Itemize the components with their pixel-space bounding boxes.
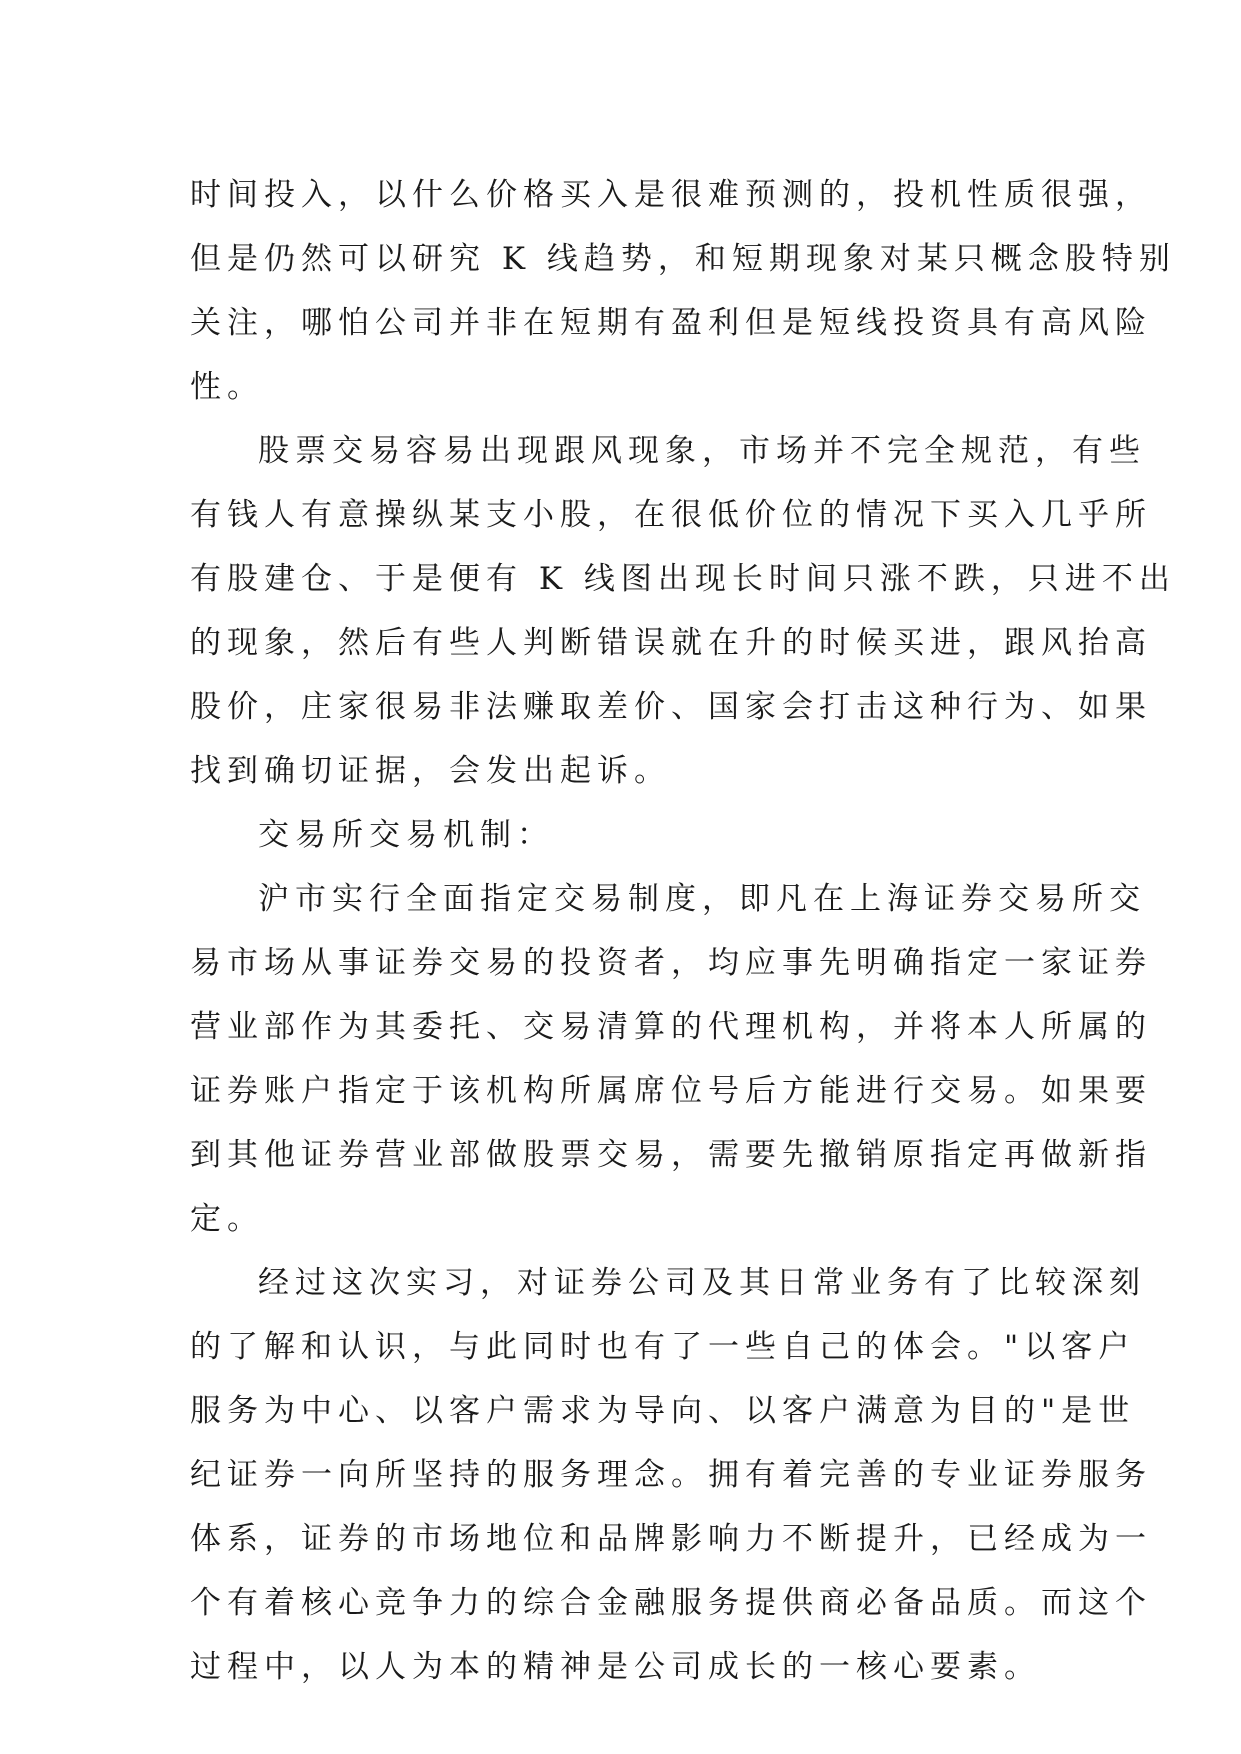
text-line: 有钱人有意操纵某支小股，在很低价位的情况下买入几乎所 bbox=[190, 497, 1152, 533]
text-line: 找到确切证据，会发出起诉。 bbox=[190, 753, 671, 789]
text-line: 股价，庄家很易非法赚取差价、国家会打击这种行为、如果 bbox=[190, 689, 1152, 725]
text-line: 证券账户指定于该机构所属席位号后方能进行交易。如果要 bbox=[190, 1073, 1152, 1109]
paragraph-first-line: 股票交易容易出现跟风现象，市场并不完全规范，有些 bbox=[258, 433, 1146, 469]
paragraph-first-line: 经过这次实习，对证券公司及其日常业务有了比较深刻 bbox=[258, 1265, 1146, 1301]
text-line: 易市场从事证券交易的投资者，均应事先明确指定一家证券 bbox=[190, 945, 1152, 981]
text-line: 服务为中心、以客户需求为导向、以客户满意为目的"是世 bbox=[190, 1393, 1136, 1429]
paragraph-first-line: 沪市实行全面指定交易制度，即凡在上海证券交易所交 bbox=[258, 881, 1146, 917]
text-line: 关注，哪怕公司并非在短期有盈利但是短线投资具有高风险 bbox=[190, 305, 1152, 341]
text-line: 但是仍然可以研究 K 线趋势，和短期现象对某只概念股特别 bbox=[190, 241, 1176, 277]
text-line: 到其他证券营业部做股票交易，需要先撤销原指定再做新指 bbox=[190, 1137, 1152, 1173]
text-line: 的现象，然后有些人判断错误就在升的时候买进，跟风抬高 bbox=[190, 625, 1152, 661]
text-line: 性。 bbox=[190, 369, 264, 405]
text-line: 的了解和认识，与此同时也有了一些自己的体会。"以客户 bbox=[190, 1329, 1136, 1365]
body-text bbox=[190, 163, 1176, 1699]
text-line: 定。 bbox=[190, 1201, 264, 1237]
text-line: 有股建仓、于是便有 K 线图出现长时间只涨不跌，只进不出 bbox=[190, 561, 1176, 597]
text-line: 时间投入，以什么价格买入是很难预测的，投机性质很强， bbox=[190, 177, 1152, 213]
text-line: 体系，证券的市场地位和品牌影响力不断提升，已经成为一 bbox=[190, 1521, 1152, 1557]
text-line: 营业部作为其委托、交易清算的代理机构，并将本人所属的 bbox=[190, 1009, 1152, 1045]
text-line: 纪证券一向所坚持的服务理念。拥有着完善的专业证券服务 bbox=[190, 1457, 1152, 1493]
text-line: 个有着核心竞争力的综合金融服务提供商必备品质。而这个 bbox=[190, 1585, 1152, 1621]
text-line: 过程中，以人为本的精神是公司成长的一核心要素。 bbox=[190, 1649, 1041, 1685]
section-heading: 交易所交易机制： bbox=[258, 817, 554, 853]
